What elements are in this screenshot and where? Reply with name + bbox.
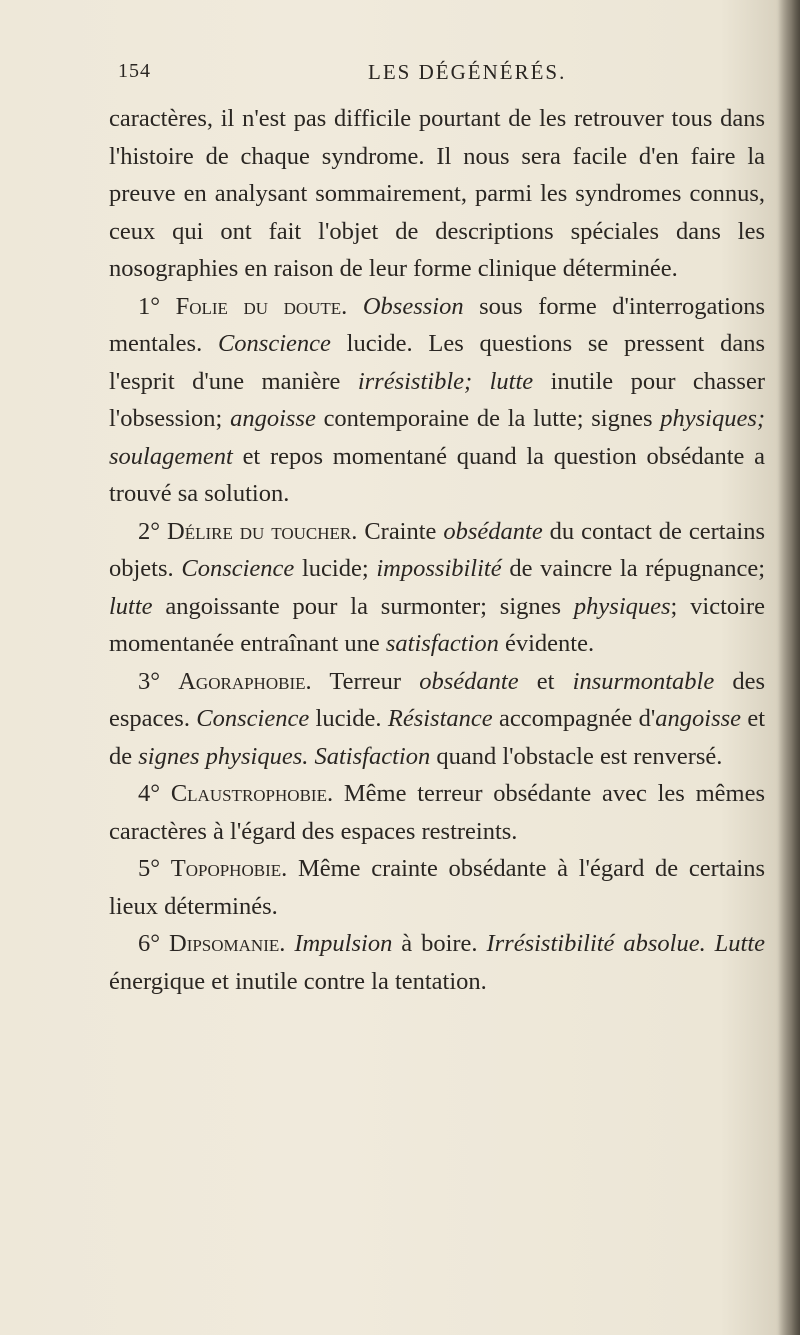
item-title: Délire du toucher. [167, 517, 358, 545]
item-title: Claustrophobie. [170, 780, 334, 807]
item-title: Folie du doute. [175, 292, 348, 320]
page-gutter-shadow [778, 0, 800, 1335]
page-number: 154 [118, 60, 151, 82]
item-topophobie: 5° Topophobie. Même crainte obsédante à l'égard de certains lieux déterminés. [109, 855, 766, 920]
paragraph-intro: caractères, il n'est pas difficile pourtant de les retrouver tous dans l'histoire de chaque syndrome. Il nous sera facile d'en faire la preuve en analysant sommairement, parmi les syndromes connus, ceux qui ont fait l'objet de descriptions spéciales dans les nosographies en raison de leur forme clinique déterminée. [109, 105, 765, 282]
running-title: LES DÉGÉNÉRÉS. [368, 60, 567, 84]
body-text [109, 100, 765, 1000]
page-header [118, 60, 758, 88]
item-dipsomanie: 6° Dipsomanie. Impulsion à boire. Irrésistibilité absolue. Lutte énergique et inutile contre la tentation. [109, 930, 766, 995]
item-claustrophobie: 4° Claustrophobie. Même terreur obsédante avec les mêmes caractères à l'égard des espaces restreints. [109, 780, 765, 845]
item-title: Agoraphobie. [178, 667, 312, 695]
item-title: Topophobie. [170, 855, 288, 882]
item-folie-du-doute: 1° Folie du doute. Obsession sous forme d'interrogations mentales. Conscience lucide. Les questions se pressent dans l'esprit d'une manière irrésistible; lutte inutile pour chasser l'obsession; angoisse contemporaine de la lutte; signes physiques; soulagement et repos momentané quand la question obsédante a trouvé sa solution. [109, 292, 766, 507]
item-agoraphobie: 3° Agoraphobie. Terreur obsédante et insurmontable des espaces. Conscience lucide. Résistance accompagnée d'angoisse et de signes physiques. Satisfaction quand l'obstacle est renversé. [109, 667, 766, 770]
item-delire-du-toucher: 2° Délire du toucher. Crainte obsédante du contact de certains objets. Conscience lucide; impossibilité de vaincre la répugnance; lutte angoissante pour la surmonter; signes physiques; victoire momentanée entraînant une satisfaction évidente. [109, 517, 766, 657]
item-title: Dipsomanie. [169, 930, 286, 957]
